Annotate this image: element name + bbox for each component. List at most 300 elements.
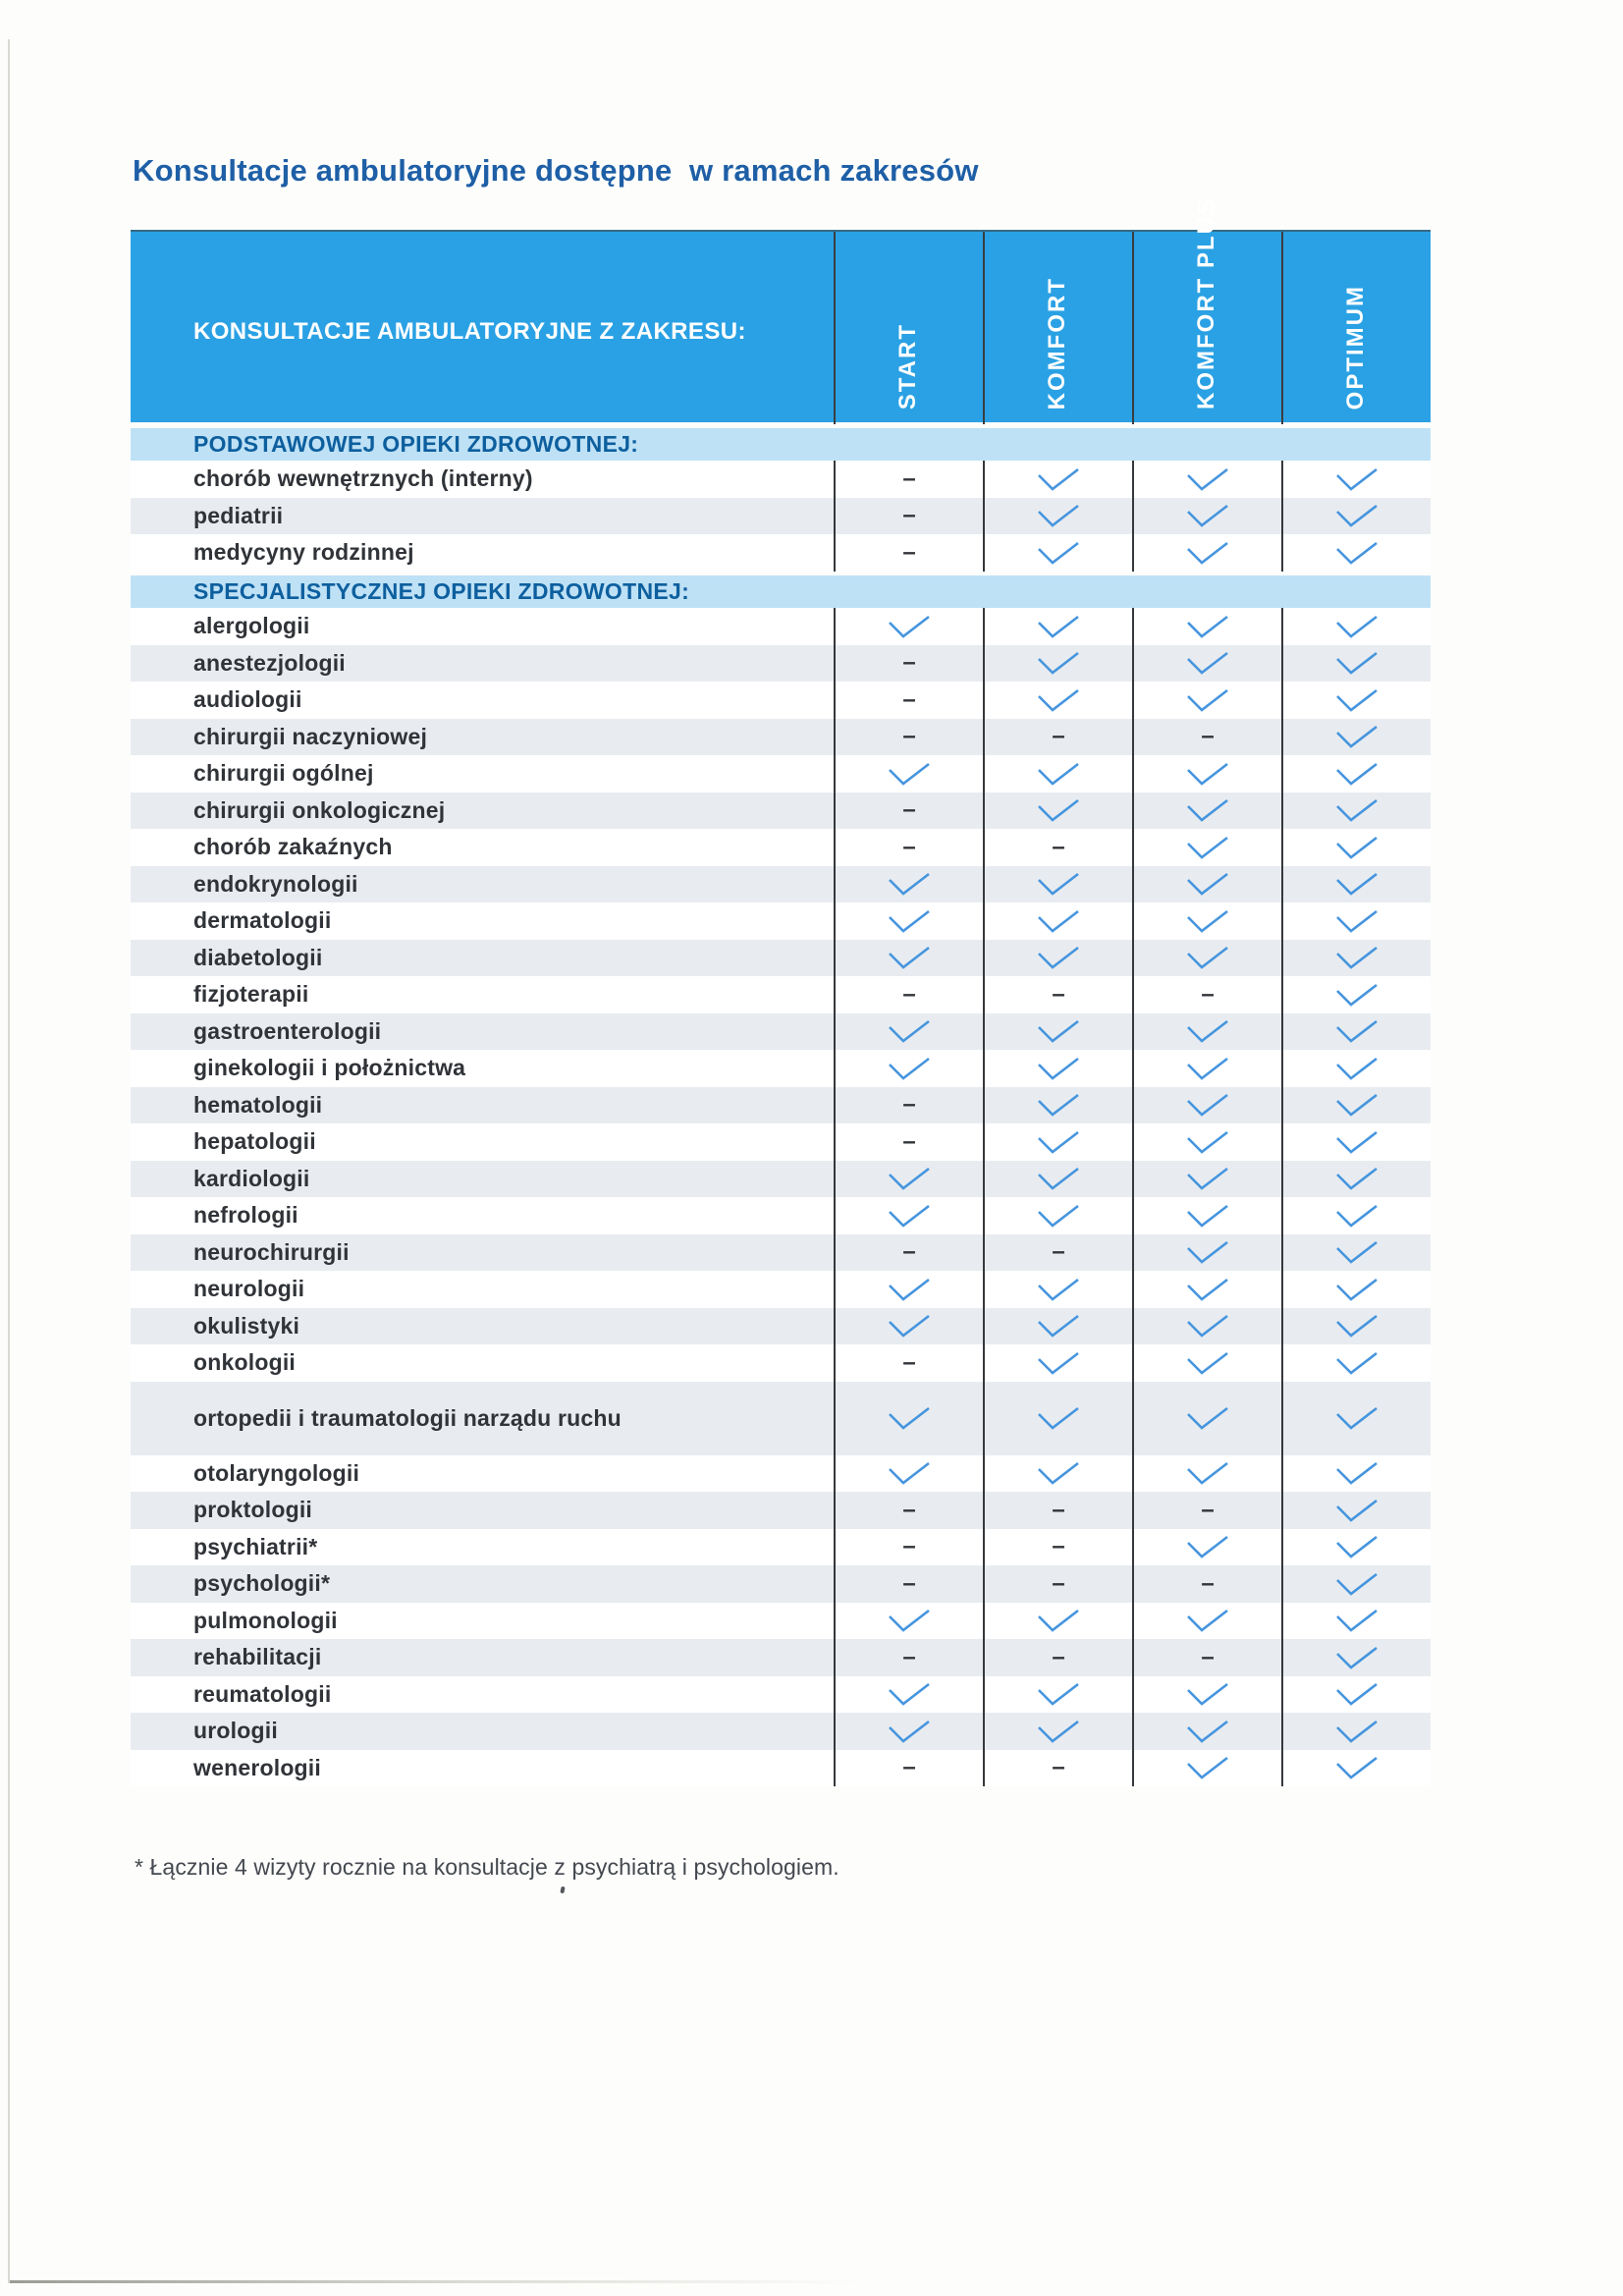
check-icon bbox=[1185, 540, 1230, 566]
plan-cell-start bbox=[834, 1676, 983, 1714]
plan-cell-start bbox=[834, 534, 983, 572]
plan-cell-komfort bbox=[983, 1123, 1132, 1161]
plan-cell-start bbox=[834, 755, 983, 793]
plan-cell-start bbox=[834, 1087, 983, 1124]
check-icon bbox=[1334, 1498, 1380, 1523]
plan-cell-komfort-plus bbox=[1132, 1713, 1281, 1750]
row-label: anestezjologii bbox=[193, 649, 346, 676]
table-row bbox=[131, 1676, 1431, 1714]
check-icon bbox=[1334, 466, 1380, 492]
dash-icon: – bbox=[1052, 833, 1065, 860]
row-label: dermatologii bbox=[193, 907, 332, 934]
dash-icon: – bbox=[902, 833, 916, 860]
dash-icon: – bbox=[902, 980, 916, 1008]
check-icon bbox=[1036, 1277, 1081, 1302]
row-label: hematologii bbox=[193, 1091, 323, 1118]
check-icon bbox=[1334, 1571, 1380, 1597]
plan-cell-komfort-plus bbox=[1132, 1161, 1281, 1198]
scan-edge-artifact-bottom bbox=[10, 2280, 859, 2283]
check-icon bbox=[1334, 1056, 1380, 1081]
plan-cell-komfort bbox=[983, 1676, 1132, 1714]
check-icon bbox=[1334, 1645, 1380, 1670]
dash-icon: – bbox=[1201, 1496, 1215, 1523]
plan-cell-optimum bbox=[1281, 1234, 1431, 1272]
check-icon bbox=[1334, 687, 1380, 713]
plan-cell-komfort bbox=[983, 1603, 1132, 1640]
table-row bbox=[131, 1455, 1431, 1493]
check-icon bbox=[1036, 1608, 1081, 1633]
dash-icon: – bbox=[902, 1569, 916, 1597]
dash-icon: – bbox=[1052, 1496, 1065, 1523]
dash-icon: – bbox=[1201, 980, 1215, 1008]
check-icon bbox=[1185, 1129, 1230, 1155]
scan-speck bbox=[560, 1886, 565, 1894]
check-icon bbox=[887, 1460, 932, 1486]
check-icon bbox=[1036, 687, 1081, 713]
plan-column-label-start: START bbox=[894, 322, 921, 410]
check-icon bbox=[1334, 1203, 1380, 1229]
table-row bbox=[131, 1087, 1431, 1124]
plan-cell-start bbox=[834, 1713, 983, 1750]
check-icon bbox=[1334, 835, 1380, 860]
check-icon bbox=[1334, 761, 1380, 787]
plan-column-label-optimum: OPTIMUM bbox=[1342, 284, 1369, 410]
plan-cell-komfort bbox=[983, 1750, 1132, 1787]
plan-cell-komfort-plus bbox=[1132, 1529, 1281, 1566]
check-icon bbox=[1334, 945, 1380, 970]
row-label: nefrologii bbox=[193, 1202, 298, 1229]
dash-icon: – bbox=[902, 723, 916, 750]
row-label: psychiatrii* bbox=[193, 1533, 318, 1559]
row-label: urologii bbox=[193, 1718, 278, 1744]
plan-cell-komfort-plus bbox=[1132, 976, 1281, 1013]
dash-icon: – bbox=[902, 502, 916, 529]
table-row bbox=[131, 1123, 1431, 1161]
plan-cell-komfort-plus bbox=[1132, 829, 1281, 866]
plan-cell-komfort-plus bbox=[1132, 1603, 1281, 1640]
check-icon bbox=[1334, 1755, 1380, 1780]
plan-cell-start bbox=[834, 940, 983, 977]
check-icon bbox=[1185, 650, 1230, 676]
plan-cell-start bbox=[834, 1013, 983, 1051]
row-label: chorób zakaźnych bbox=[193, 834, 393, 860]
dash-icon: – bbox=[1052, 980, 1065, 1008]
check-icon bbox=[1185, 1166, 1230, 1191]
dash-icon: – bbox=[902, 1091, 916, 1119]
check-icon bbox=[887, 614, 932, 639]
check-icon bbox=[887, 945, 932, 970]
check-icon bbox=[1036, 871, 1081, 897]
check-icon bbox=[1334, 650, 1380, 676]
plan-cell-start bbox=[834, 866, 983, 903]
coverage-table bbox=[131, 197, 1431, 1786]
check-icon bbox=[1185, 687, 1230, 713]
plan-cell-komfort-plus bbox=[1132, 902, 1281, 940]
plan-cell-start bbox=[834, 608, 983, 645]
table-row bbox=[131, 645, 1431, 683]
plan-column-label-komfort: KOMFORT bbox=[1044, 276, 1070, 410]
check-icon bbox=[1185, 614, 1230, 639]
plan-cell-start bbox=[834, 1123, 983, 1161]
plan-cell-komfort-plus bbox=[1132, 1639, 1281, 1676]
check-icon bbox=[1334, 1239, 1380, 1265]
plan-cell-komfort-plus bbox=[1132, 1050, 1281, 1087]
table-row bbox=[131, 461, 1431, 498]
check-icon bbox=[1334, 1166, 1380, 1191]
plan-cell-optimum bbox=[1281, 1603, 1431, 1640]
dash-icon: – bbox=[1052, 1754, 1065, 1781]
check-icon bbox=[1185, 1681, 1230, 1707]
plan-cell-start bbox=[834, 461, 983, 498]
plan-cell-optimum bbox=[1281, 682, 1431, 719]
table-row bbox=[131, 829, 1431, 866]
plan-cell-komfort-plus bbox=[1132, 534, 1281, 572]
check-icon bbox=[887, 1056, 932, 1081]
plan-cell-komfort bbox=[983, 1161, 1132, 1198]
row-label: medycyny rodzinnej bbox=[193, 539, 414, 566]
table-row bbox=[131, 1271, 1431, 1308]
row-label: otolaryngologii bbox=[193, 1459, 360, 1486]
plan-cell-komfort-plus bbox=[1132, 1750, 1281, 1787]
plan-cell-start bbox=[834, 645, 983, 683]
table-row bbox=[131, 719, 1431, 756]
check-icon bbox=[1185, 1608, 1230, 1633]
check-icon bbox=[1185, 1092, 1230, 1118]
plan-cell-komfort-plus bbox=[1132, 1344, 1281, 1382]
plan-cell-optimum bbox=[1281, 1382, 1431, 1455]
dash-icon: – bbox=[902, 465, 916, 492]
plan-cell-komfort bbox=[983, 866, 1132, 903]
check-icon bbox=[887, 1277, 932, 1302]
row-label: fizjoterapii bbox=[193, 981, 309, 1008]
table-row bbox=[131, 1234, 1431, 1272]
plan-cell-komfort bbox=[983, 755, 1132, 793]
plan-cell-optimum bbox=[1281, 1713, 1431, 1750]
plan-cell-optimum bbox=[1281, 866, 1431, 903]
check-icon bbox=[1185, 1203, 1230, 1229]
plan-cell-optimum bbox=[1281, 1639, 1431, 1676]
check-icon bbox=[1185, 871, 1230, 897]
plan-cell-komfort-plus bbox=[1132, 866, 1281, 903]
check-icon bbox=[1036, 945, 1081, 970]
table-row bbox=[131, 608, 1431, 645]
plan-cell-optimum bbox=[1281, 1087, 1431, 1124]
table-row bbox=[131, 534, 1431, 572]
row-label: proktologii bbox=[193, 1497, 313, 1523]
column-separator bbox=[983, 232, 985, 424]
table-row bbox=[131, 1161, 1431, 1198]
row-label: reumatologii bbox=[193, 1680, 332, 1707]
plan-cell-komfort bbox=[983, 1197, 1132, 1234]
check-icon bbox=[1036, 1203, 1081, 1229]
table-row bbox=[131, 1492, 1431, 1529]
column-separator bbox=[1281, 232, 1283, 424]
plan-cell-optimum bbox=[1281, 1492, 1431, 1529]
plan-cell-komfort bbox=[983, 1529, 1132, 1566]
check-icon bbox=[887, 1203, 932, 1229]
page-title: Konsultacje ambulatoryjne dostępne w ramach zakresów bbox=[133, 153, 979, 188]
plan-cell-komfort-plus bbox=[1132, 1013, 1281, 1051]
check-icon bbox=[1036, 650, 1081, 676]
dash-icon: – bbox=[902, 1643, 916, 1670]
plan-cell-komfort bbox=[983, 1382, 1132, 1455]
check-icon bbox=[1334, 982, 1380, 1008]
check-icon bbox=[1334, 1534, 1380, 1559]
plan-cell-komfort-plus bbox=[1132, 1197, 1281, 1234]
check-icon bbox=[1036, 1018, 1081, 1044]
check-icon bbox=[1334, 1350, 1380, 1376]
check-icon bbox=[1185, 1405, 1230, 1431]
check-icon bbox=[887, 1608, 932, 1633]
check-icon bbox=[1185, 1350, 1230, 1376]
plan-cell-start bbox=[834, 1308, 983, 1345]
row-label: pediatrii bbox=[193, 502, 284, 528]
plan-cell-start bbox=[834, 1750, 983, 1787]
dash-icon: – bbox=[902, 649, 916, 677]
plan-cell-optimum bbox=[1281, 1161, 1431, 1198]
check-icon bbox=[1334, 540, 1380, 566]
table-row bbox=[131, 1603, 1431, 1640]
plan-cell-komfort-plus bbox=[1132, 755, 1281, 793]
plan-cell-optimum bbox=[1281, 1271, 1431, 1308]
check-icon bbox=[1334, 503, 1380, 528]
plan-cell-start bbox=[834, 498, 983, 535]
check-icon bbox=[1036, 540, 1081, 566]
plan-cell-komfort bbox=[983, 498, 1132, 535]
table-row bbox=[131, 1308, 1431, 1345]
plan-cell-komfort-plus bbox=[1132, 461, 1281, 498]
check-icon bbox=[887, 1018, 932, 1044]
plan-cell-optimum bbox=[1281, 534, 1431, 572]
dash-icon: – bbox=[902, 1496, 916, 1523]
row-label: chirurgii ogólnej bbox=[193, 760, 374, 787]
check-icon bbox=[1334, 1719, 1380, 1744]
check-icon bbox=[1334, 614, 1380, 639]
plan-cell-komfort bbox=[983, 1492, 1132, 1529]
dash-icon: – bbox=[902, 685, 916, 713]
plan-cell-komfort bbox=[983, 1565, 1132, 1603]
dash-icon: – bbox=[902, 1754, 916, 1781]
row-label: onkologii bbox=[193, 1349, 297, 1376]
check-icon bbox=[887, 1313, 932, 1339]
table-row bbox=[131, 902, 1431, 940]
plan-cell-komfort-plus bbox=[1132, 1271, 1281, 1308]
check-icon bbox=[1036, 1313, 1081, 1339]
dash-icon: – bbox=[1201, 1569, 1215, 1597]
check-icon bbox=[887, 1681, 932, 1707]
dash-icon: – bbox=[1052, 1569, 1065, 1597]
plan-cell-komfort-plus bbox=[1132, 1123, 1281, 1161]
plan-column-label-komfort-plus: KOMFORT PLUS bbox=[1193, 197, 1219, 410]
check-icon bbox=[1185, 1534, 1230, 1559]
footnote: * Łącznie 4 wizyty rocznie na konsultacje z psychiatrą i psychologiem. bbox=[135, 1854, 839, 1880]
section-header: SPECJALISTYCZNEJ OPIEKI ZDROWOTNEJ: bbox=[131, 575, 1431, 608]
row-label: wenerologii bbox=[193, 1754, 321, 1780]
plan-cell-komfort bbox=[983, 829, 1132, 866]
table-row bbox=[131, 940, 1431, 977]
check-icon bbox=[1334, 1405, 1380, 1431]
check-icon bbox=[1185, 835, 1230, 860]
dash-icon: – bbox=[1052, 1238, 1065, 1266]
check-icon bbox=[1185, 797, 1230, 823]
check-icon bbox=[1185, 761, 1230, 787]
plan-cell-optimum bbox=[1281, 1344, 1431, 1382]
check-icon bbox=[887, 1166, 932, 1191]
check-icon bbox=[1185, 1719, 1230, 1744]
plan-cell-komfort bbox=[983, 1455, 1132, 1493]
plan-cell-start bbox=[834, 1529, 983, 1566]
check-icon bbox=[1185, 1755, 1230, 1780]
row-label: psychologii* bbox=[193, 1570, 331, 1597]
check-icon bbox=[1036, 466, 1081, 492]
plan-cell-komfort-plus bbox=[1132, 1676, 1281, 1714]
check-icon bbox=[1185, 503, 1230, 528]
plan-cell-komfort bbox=[983, 902, 1132, 940]
row-label: ortopedii i traumatologii narządu ruchu bbox=[193, 1404, 622, 1431]
table-row bbox=[131, 682, 1431, 719]
check-icon bbox=[1036, 1460, 1081, 1486]
plan-cell-optimum bbox=[1281, 1123, 1431, 1161]
row-label: chorób wewnętrznych (interny) bbox=[193, 465, 533, 492]
check-icon bbox=[1334, 797, 1380, 823]
check-icon bbox=[887, 761, 932, 787]
check-icon bbox=[1036, 1166, 1081, 1191]
plan-cell-komfort bbox=[983, 1087, 1132, 1124]
plan-cell-start bbox=[834, 976, 983, 1013]
table-header bbox=[131, 197, 1431, 422]
check-icon bbox=[1185, 1313, 1230, 1339]
check-icon bbox=[1334, 871, 1380, 897]
plan-cell-start bbox=[834, 1344, 983, 1382]
check-icon bbox=[1036, 503, 1081, 528]
plan-cell-komfort-plus bbox=[1132, 645, 1281, 683]
plan-cell-komfort-plus bbox=[1132, 940, 1281, 977]
check-icon bbox=[1334, 724, 1380, 749]
row-label: kardiologii bbox=[193, 1165, 310, 1191]
plan-cell-start bbox=[834, 1382, 983, 1455]
plan-cell-optimum bbox=[1281, 793, 1431, 830]
plan-cell-start bbox=[834, 1603, 983, 1640]
row-label: audiologii bbox=[193, 686, 302, 713]
section-header: PODSTAWOWEJ OPIEKI ZDROWOTNEJ: bbox=[131, 428, 1431, 461]
table-row bbox=[131, 1344, 1431, 1382]
row-label: endokrynologii bbox=[193, 870, 358, 897]
plan-cell-optimum bbox=[1281, 755, 1431, 793]
table-row bbox=[131, 755, 1431, 793]
plan-cell-komfort bbox=[983, 682, 1132, 719]
check-icon bbox=[1036, 1681, 1081, 1707]
plan-cell-komfort bbox=[983, 461, 1132, 498]
plan-cell-optimum bbox=[1281, 1676, 1431, 1714]
table-row bbox=[131, 976, 1431, 1013]
plan-cell-komfort bbox=[983, 534, 1132, 572]
check-icon bbox=[887, 1719, 932, 1744]
plan-cell-optimum bbox=[1281, 940, 1431, 977]
check-icon bbox=[1036, 1405, 1081, 1431]
table-row bbox=[131, 1013, 1431, 1051]
row-label: neurologii bbox=[193, 1276, 305, 1302]
plan-cell-optimum bbox=[1281, 1455, 1431, 1493]
table-row bbox=[131, 498, 1431, 535]
table-row bbox=[131, 1713, 1431, 1750]
plan-cell-komfort bbox=[983, 1308, 1132, 1345]
plan-cell-optimum bbox=[1281, 1013, 1431, 1051]
plan-cell-komfort bbox=[983, 793, 1132, 830]
dash-icon: – bbox=[902, 1533, 916, 1560]
plan-cell-optimum bbox=[1281, 498, 1431, 535]
check-icon bbox=[1036, 1092, 1081, 1118]
plan-cell-komfort bbox=[983, 1344, 1132, 1382]
row-label: diabetologii bbox=[193, 944, 323, 970]
check-icon bbox=[1036, 1719, 1081, 1744]
plan-cell-komfort bbox=[983, 1271, 1132, 1308]
plan-cell-komfort-plus bbox=[1132, 793, 1281, 830]
check-icon bbox=[1334, 1092, 1380, 1118]
table-row bbox=[131, 793, 1431, 830]
plan-cell-komfort bbox=[983, 940, 1132, 977]
plan-cell-start bbox=[834, 1455, 983, 1493]
plan-cell-komfort-plus bbox=[1132, 608, 1281, 645]
plan-cell-optimum bbox=[1281, 645, 1431, 683]
dash-icon: – bbox=[1052, 1533, 1065, 1560]
plan-cell-optimum bbox=[1281, 1050, 1431, 1087]
table-row bbox=[131, 1197, 1431, 1234]
plan-cell-start bbox=[834, 1639, 983, 1676]
dash-icon: – bbox=[1201, 1643, 1215, 1670]
plan-cell-optimum bbox=[1281, 608, 1431, 645]
table-header-title: KONSULTACJE AMBULATORYJNE Z ZAKRESU: bbox=[193, 318, 746, 345]
row-label: pulmonologii bbox=[193, 1607, 338, 1633]
scan-edge-artifact bbox=[8, 39, 10, 2283]
check-icon bbox=[1334, 1277, 1380, 1302]
check-icon bbox=[1185, 1277, 1230, 1302]
check-icon bbox=[1334, 1018, 1380, 1044]
dash-icon: – bbox=[1201, 723, 1215, 750]
check-icon bbox=[1036, 761, 1081, 787]
plan-cell-optimum bbox=[1281, 829, 1431, 866]
table-row bbox=[131, 1565, 1431, 1603]
check-icon bbox=[1185, 1056, 1230, 1081]
plan-cell-komfort bbox=[983, 1713, 1132, 1750]
plan-cell-start bbox=[834, 1271, 983, 1308]
dash-icon: – bbox=[902, 796, 916, 824]
dash-icon: – bbox=[902, 1348, 916, 1376]
plan-cell-optimum bbox=[1281, 1565, 1431, 1603]
check-icon bbox=[1334, 908, 1380, 934]
plan-cell-start bbox=[834, 1197, 983, 1234]
plan-cell-optimum bbox=[1281, 1308, 1431, 1345]
check-icon bbox=[1036, 797, 1081, 823]
check-icon bbox=[1036, 614, 1081, 639]
check-icon bbox=[1185, 466, 1230, 492]
check-icon bbox=[1334, 1608, 1380, 1633]
plan-cell-komfort bbox=[983, 719, 1132, 756]
check-icon bbox=[1334, 1129, 1380, 1155]
table-row bbox=[131, 1529, 1431, 1566]
plan-cell-komfort-plus bbox=[1132, 682, 1281, 719]
row-label: alergologii bbox=[193, 613, 310, 639]
check-icon bbox=[1334, 1460, 1380, 1486]
dash-icon: – bbox=[902, 1127, 916, 1155]
dash-icon: – bbox=[1052, 723, 1065, 750]
row-label: rehabilitacji bbox=[193, 1644, 322, 1670]
plan-cell-komfort-plus bbox=[1132, 1308, 1281, 1345]
check-icon bbox=[1036, 908, 1081, 934]
plan-cell-optimum bbox=[1281, 719, 1431, 756]
table-body bbox=[131, 428, 1431, 1786]
table-row bbox=[131, 1750, 1431, 1787]
check-icon bbox=[887, 1405, 932, 1431]
